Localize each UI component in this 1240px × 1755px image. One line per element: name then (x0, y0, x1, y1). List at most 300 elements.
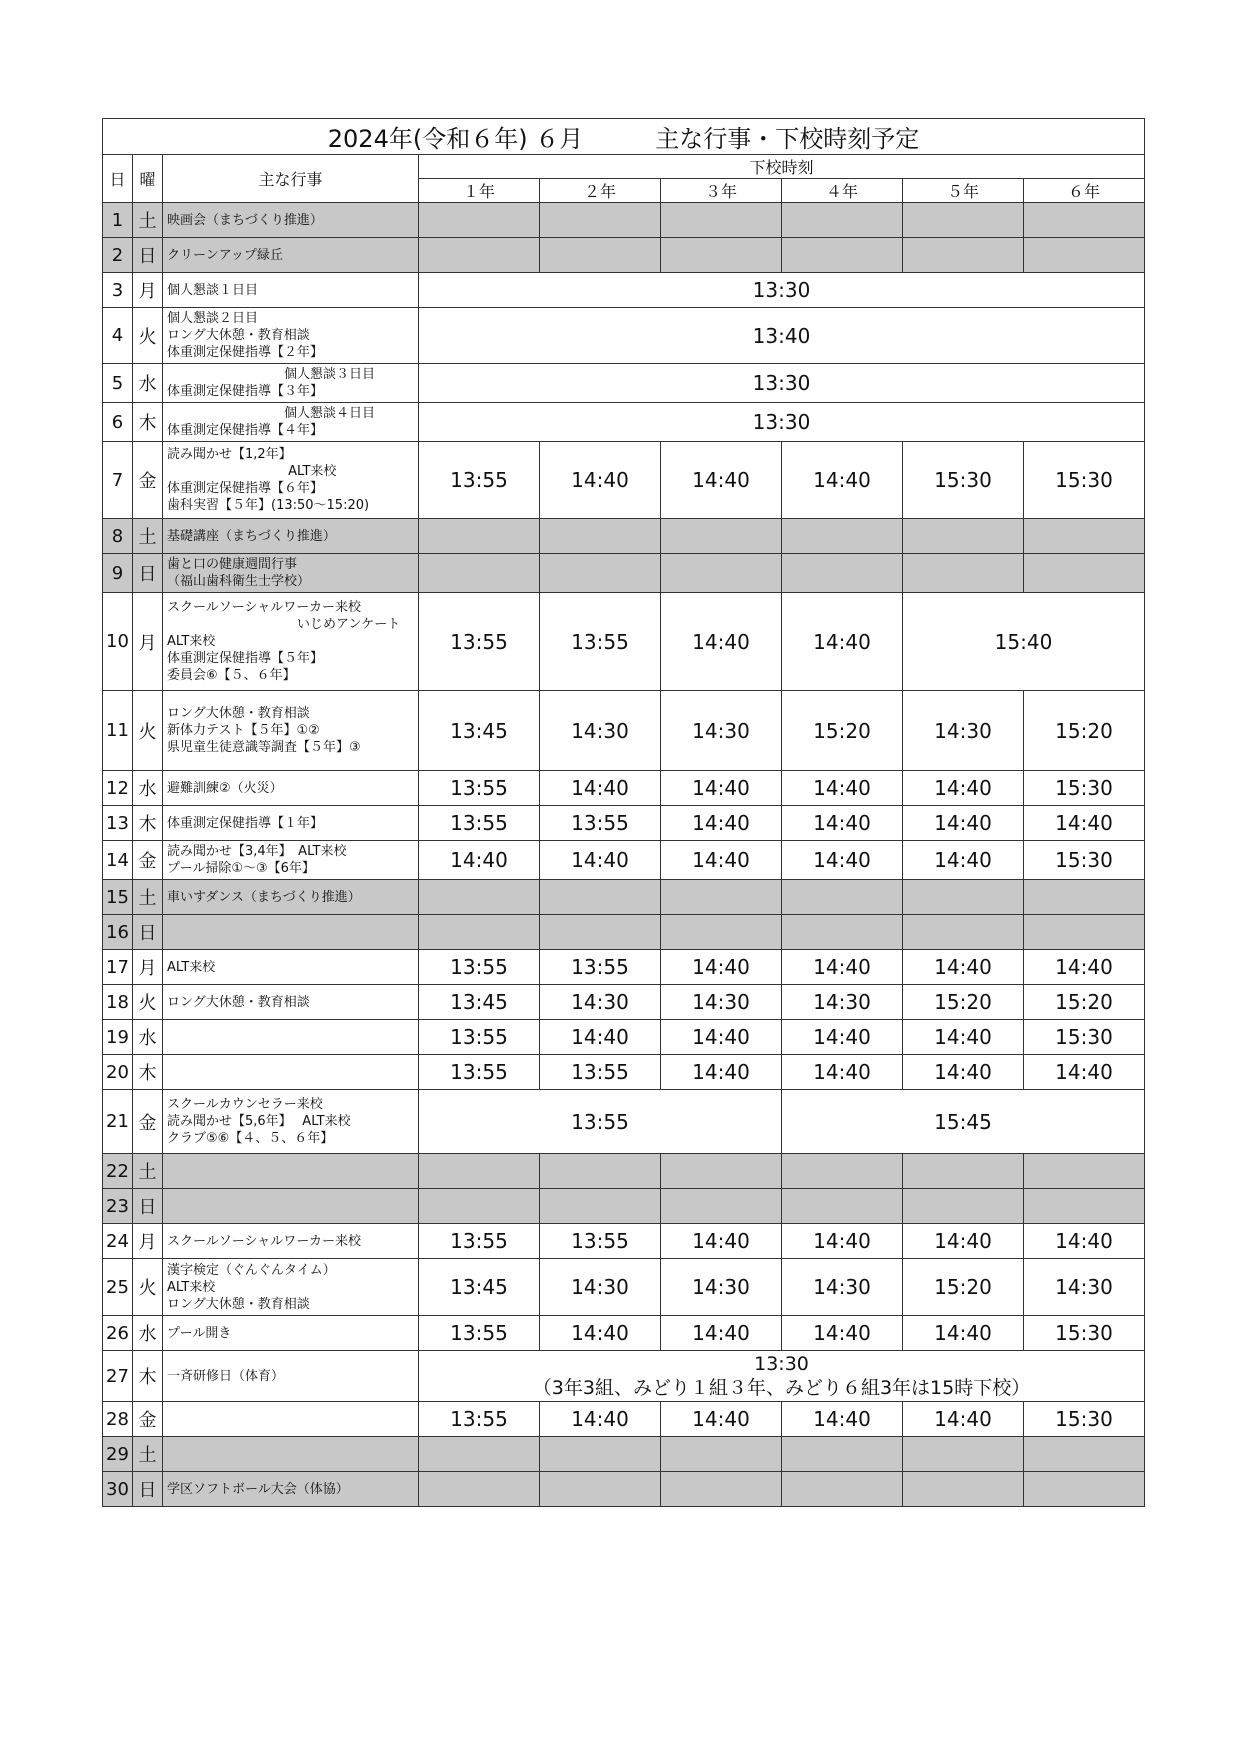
time-cell: 13:55 (419, 442, 540, 519)
schedule-table (102, 118, 1145, 1507)
events-cell (163, 308, 419, 364)
time-cell (661, 1437, 782, 1472)
time-cell: 14:40 (1024, 1224, 1145, 1259)
time-cell: 13:55 (419, 950, 540, 985)
header-grade-3: ３年 (661, 179, 782, 203)
time-cell (1024, 1472, 1145, 1507)
time-cell: 14:40 (782, 1020, 903, 1055)
day-cell: 19 (103, 1020, 133, 1055)
event-text: 歯科実習【５年】(13:50～15:20) (167, 498, 370, 513)
day-cell: 7 (103, 442, 133, 519)
time-cell: 13:45 (419, 691, 540, 771)
table-row (103, 1437, 1145, 1472)
time-cell: 14:40 (782, 950, 903, 985)
events-cell (163, 1090, 419, 1154)
event-text: ALT来校 (167, 1279, 216, 1295)
time-cell (903, 238, 1024, 273)
weekday-cell: 火 (133, 1259, 163, 1316)
header-grade-6: ６年 (1024, 179, 1145, 203)
events-cell (163, 1259, 419, 1316)
weekday-cell: 土 (133, 880, 163, 915)
day-cell: 10 (103, 593, 133, 691)
event-text: 読み聞かせ【1,2年】 (167, 447, 292, 462)
time-cell (540, 1154, 661, 1189)
time-cell: 14:30 (540, 1259, 661, 1316)
time-cell: 13:55 (419, 1055, 540, 1090)
time-cell (419, 203, 540, 238)
title-label: 主な行事・下校時刻予定 (655, 125, 920, 153)
time-cell (661, 915, 782, 950)
event-text: スクールカウンセラー来校 (167, 1097, 323, 1112)
time-cell (1024, 1437, 1145, 1472)
time-cell: 14:40 (782, 1402, 903, 1437)
time-cell (661, 519, 782, 554)
time-cell (903, 519, 1024, 554)
time-cell (540, 554, 661, 593)
events-cell (163, 1224, 419, 1259)
weekday-cell: 木 (133, 1351, 163, 1402)
time-cell (903, 1154, 1024, 1189)
time-cell: 14:40 (540, 841, 661, 880)
time-cell: 14:40 (782, 771, 903, 806)
table-row (103, 519, 1145, 554)
events-cell (163, 985, 419, 1020)
time-cell: 14:40 (782, 593, 903, 691)
event-text: ALT来校 (167, 634, 216, 649)
time-cell: 14:40 (661, 841, 782, 880)
time-cell (903, 1472, 1024, 1507)
time-cell: 15:20 (1024, 985, 1145, 1020)
time-cell: 13:55 (540, 950, 661, 985)
time-cell: 15:20 (903, 1259, 1024, 1316)
weekday-cell: 月 (133, 273, 163, 308)
day-cell: 9 (103, 554, 133, 593)
table-row (103, 442, 1145, 519)
time-cell (661, 1154, 782, 1189)
event-text: 体重測定保健指導【２年】 (167, 345, 324, 360)
table-row (103, 1259, 1145, 1316)
time-cell: 14:30 (903, 691, 1024, 771)
time-cell-merged (903, 593, 1145, 691)
weekday-cell: 水 (133, 364, 163, 403)
day-cell: 21 (103, 1090, 133, 1154)
time-cell: 14:30 (782, 985, 903, 1020)
weekday-cell: 火 (133, 308, 163, 364)
time-cell: 14:30 (540, 691, 661, 771)
header-events: 主な行事 (163, 155, 419, 203)
weekday-cell: 土 (133, 1437, 163, 1472)
event-text: いじめアンケート (167, 617, 401, 632)
weekday-cell: 日 (133, 238, 163, 273)
day-cell: 5 (103, 364, 133, 403)
time-cell: 13:55 (419, 1020, 540, 1055)
table-row (103, 880, 1145, 915)
time-cell: 14:30 (540, 985, 661, 1020)
time-cell: 14:40 (782, 1316, 903, 1351)
time-cell (903, 203, 1024, 238)
day-cell: 25 (103, 1259, 133, 1316)
weekday-cell: 月 (133, 950, 163, 985)
events-cell (163, 1316, 419, 1351)
time-cell: 14:40 (661, 1055, 782, 1090)
day-cell: 28 (103, 1402, 133, 1437)
time-cell: 14:40 (1024, 950, 1145, 985)
weekday-cell: 日 (133, 915, 163, 950)
header-grade-4: ４年 (782, 179, 903, 203)
table-row (103, 1224, 1145, 1259)
time-cell: 13:55 (419, 1224, 540, 1259)
weekday-cell: 水 (133, 1020, 163, 1055)
time-cell (1024, 1154, 1145, 1189)
time-cell: 13:55 (540, 806, 661, 841)
day-cell: 11 (103, 691, 133, 771)
time-cell-merged (419, 364, 1145, 403)
events-cell (163, 1189, 419, 1224)
events-cell (163, 806, 419, 841)
time-cell: 13:55 (419, 1316, 540, 1351)
time-cell: 14:40 (903, 841, 1024, 880)
events-cell (163, 442, 419, 519)
time-cell (782, 519, 903, 554)
event-text: 車いすダンス（まちづくり推進） (167, 889, 361, 905)
time-cell-merged (782, 1090, 1145, 1154)
time-cell: 14:40 (782, 806, 903, 841)
time-cell: 14:30 (661, 691, 782, 771)
time-cell: 14:40 (540, 1020, 661, 1055)
time-cell (540, 203, 661, 238)
day-cell: 20 (103, 1055, 133, 1090)
event-text: 個人懇談４日目 (167, 406, 376, 421)
weekday-cell: 木 (133, 1055, 163, 1090)
time-cell (540, 1472, 661, 1507)
time-cell (540, 915, 661, 950)
time-cell: 14:40 (661, 806, 782, 841)
event-text: クリーンアップ緑丘 (167, 247, 283, 263)
events-cell (163, 950, 419, 985)
event-text: プール掃除①～③【6年】 (167, 861, 315, 876)
time-cell: 13:55 (540, 593, 661, 691)
events-cell (163, 1402, 419, 1437)
time-cell: 13:45 (419, 1259, 540, 1316)
time-cell (419, 1437, 540, 1472)
time-cell: 14:40 (903, 771, 1024, 806)
event-text: 避難訓練②（火災） (167, 780, 283, 796)
time-cell: 13:55 (419, 1402, 540, 1437)
events-cell (163, 1020, 419, 1055)
events-cell (163, 691, 419, 771)
time-cell (782, 1472, 903, 1507)
time-cell: 14:40 (661, 771, 782, 806)
title-month: ６月 (535, 125, 584, 153)
event-text: 体重測定保健指導【４年】 (167, 423, 324, 438)
event-text: 委員会⑥【５、６年】 (167, 668, 296, 683)
time-cell: 14:40 (903, 806, 1024, 841)
time-cell: 14:40 (903, 1316, 1024, 1351)
page-title (103, 119, 1145, 155)
time-cell-merged (419, 1351, 1145, 1402)
table-row (103, 593, 1145, 691)
time-cell: 14:40 (1024, 806, 1145, 841)
header-day: 日 (103, 155, 133, 203)
time-cell: 15:20 (1024, 691, 1145, 771)
event-text: 体重測定保健指導【１年】 (167, 815, 324, 831)
time-cell: 14:40 (903, 1055, 1024, 1090)
time-cell: 14:40 (903, 1224, 1024, 1259)
events-cell (163, 403, 419, 442)
time-cell: 15:30 (1024, 841, 1145, 880)
events-cell (163, 880, 419, 915)
time-text: 13:55 (571, 1109, 629, 1134)
time-cell-merged (419, 1090, 782, 1154)
time-cell: 14:30 (661, 985, 782, 1020)
time-cell (782, 880, 903, 915)
time-cell (1024, 880, 1145, 915)
time-cell-merged (419, 403, 1145, 442)
weekday-cell: 土 (133, 203, 163, 238)
time-cell: 13:55 (540, 1055, 661, 1090)
time-text: 13:30 (752, 410, 811, 434)
time-text: 13:30 (752, 371, 811, 395)
events-cell (163, 554, 419, 593)
day-cell: 1 (103, 203, 133, 238)
event-text: 体重測定保健指導【６年】 (167, 481, 324, 496)
time-cell (661, 1472, 782, 1507)
table-row (103, 554, 1145, 593)
time-cell: 14:40 (540, 1402, 661, 1437)
time-cell (419, 915, 540, 950)
day-cell: 23 (103, 1189, 133, 1224)
weekday-cell: 土 (133, 1154, 163, 1189)
time-cell (540, 519, 661, 554)
time-cell: 14:30 (1024, 1259, 1145, 1316)
time-cell: 14:40 (661, 593, 782, 691)
events-cell (163, 915, 419, 950)
time-cell (903, 554, 1024, 593)
time-cell (540, 1437, 661, 1472)
event-text: （福山歯科衛生士学校） (167, 574, 311, 589)
table-row (103, 691, 1145, 771)
event-text: プール開き (167, 1325, 232, 1341)
weekday-cell: 日 (133, 1189, 163, 1224)
time-cell: 14:40 (903, 1020, 1024, 1055)
time-cell (419, 1154, 540, 1189)
weekday-cell: 土 (133, 519, 163, 554)
title-year: 2024年(令和６年) (327, 125, 528, 153)
table-row (103, 771, 1145, 806)
time-cell: 14:40 (540, 442, 661, 519)
event-text: 歯と口の健康週間行事 (167, 557, 298, 572)
time-cell: 15:30 (1024, 1020, 1145, 1055)
time-cell (782, 915, 903, 950)
time-text: 15:45 (934, 1109, 992, 1134)
time-cell: 14:40 (903, 1402, 1024, 1437)
event-text: 個人懇談１日目 (167, 282, 259, 298)
time-cell-merged (419, 273, 1145, 308)
events-cell (163, 1472, 419, 1507)
event-text: 個人懇談３日目 (167, 367, 376, 382)
day-cell: 3 (103, 273, 133, 308)
weekday-cell: 水 (133, 1316, 163, 1351)
header-grade-5: ５年 (903, 179, 1024, 203)
time-cell: 14:40 (782, 1224, 903, 1259)
event-text: 体重測定保健指導【３年】 (167, 384, 324, 399)
time-cell (782, 1154, 903, 1189)
events-cell (163, 841, 419, 880)
table-row (103, 806, 1145, 841)
day-cell: 16 (103, 915, 133, 950)
time-text: 15:40 (994, 629, 1053, 654)
time-cell: 15:20 (903, 985, 1024, 1020)
event-text: 漢字検定（ぐんぐんタイム） (167, 1262, 336, 1278)
day-cell: 30 (103, 1472, 133, 1507)
weekday-cell: 金 (133, 442, 163, 519)
events-cell (163, 771, 419, 806)
time-cell (419, 238, 540, 273)
time-text: 13:30 (754, 1353, 809, 1375)
table-row (103, 985, 1145, 1020)
events-cell (163, 203, 419, 238)
time-cell: 14:40 (661, 442, 782, 519)
time-text: 13:40 (752, 323, 811, 348)
table-row (103, 1055, 1145, 1090)
time-cell: 14:30 (661, 1259, 782, 1316)
time-cell (782, 1437, 903, 1472)
event-text: スクールソーシャルワーカー来校 (167, 600, 361, 615)
time-cell: 14:40 (1024, 1055, 1145, 1090)
time-cell (1024, 519, 1145, 554)
table-row (103, 1472, 1145, 1507)
time-cell (903, 1189, 1024, 1224)
day-cell: 13 (103, 806, 133, 841)
table-row (103, 1090, 1145, 1154)
weekday-cell: 日 (133, 1472, 163, 1507)
time-cell: 13:55 (419, 593, 540, 691)
time-cell (419, 554, 540, 593)
event-text: ALT来校 (167, 464, 337, 479)
header-dismissal: 下校時刻 (419, 155, 1145, 179)
table-row (103, 1189, 1145, 1224)
table-row (103, 915, 1145, 950)
time-cell: 14:40 (661, 1224, 782, 1259)
events-cell (163, 519, 419, 554)
table-row (103, 308, 1145, 364)
table-row (103, 273, 1145, 308)
event-text: ロング大休憩・教育相談 (167, 1296, 310, 1312)
events-cell (163, 1437, 419, 1472)
time-cell (1024, 554, 1145, 593)
day-cell: 22 (103, 1154, 133, 1189)
time-cell (1024, 203, 1145, 238)
time-cell (540, 880, 661, 915)
events-cell (163, 1351, 419, 1402)
header-grade-1: １年 (419, 179, 540, 203)
day-cell: 14 (103, 841, 133, 880)
event-text: ロング大休憩・教育相談 (167, 994, 310, 1010)
event-text: 読み聞かせ【5,6年】 ALT来校 (167, 1114, 351, 1129)
time-cell: 14:40 (782, 841, 903, 880)
table-row (103, 1351, 1145, 1402)
table-row (103, 1020, 1145, 1055)
time-cell: 14:40 (540, 1316, 661, 1351)
time-cell (903, 915, 1024, 950)
table-row (103, 1402, 1145, 1437)
weekday-cell: 火 (133, 691, 163, 771)
event-text: 読み聞かせ【3,4年】 ALT来校 (167, 844, 347, 859)
events-cell (163, 1055, 419, 1090)
time-cell: 14:40 (661, 1316, 782, 1351)
time-cell (661, 554, 782, 593)
weekday-cell: 木 (133, 403, 163, 442)
time-cell (419, 880, 540, 915)
time-cell (903, 880, 1024, 915)
time-cell (540, 1189, 661, 1224)
time-cell: 15:20 (782, 691, 903, 771)
time-cell: 15:30 (903, 442, 1024, 519)
weekday-cell: 日 (133, 554, 163, 593)
time-cell (782, 1189, 903, 1224)
table-row (103, 203, 1145, 238)
events-cell (163, 593, 419, 691)
events-cell (163, 364, 419, 403)
event-text: スクールソーシャルワーカー来校 (167, 1233, 361, 1249)
header-grade-2: ２年 (540, 179, 661, 203)
table-row (103, 950, 1145, 985)
time-cell (661, 880, 782, 915)
event-text: ロング大休憩・教育相談 (167, 706, 310, 721)
time-cell (782, 554, 903, 593)
time-cell (540, 238, 661, 273)
time-cell: 13:45 (419, 985, 540, 1020)
time-cell: 14:40 (661, 950, 782, 985)
time-cell: 14:30 (782, 1259, 903, 1316)
day-cell: 8 (103, 519, 133, 554)
time-cell (419, 1472, 540, 1507)
time-cell: 15:30 (1024, 771, 1145, 806)
event-text: ロング大休憩・教育相談 (167, 328, 310, 343)
time-cell (782, 238, 903, 273)
event-text: 新体力テスト【５年】①② (167, 723, 320, 738)
time-cell: 14:40 (661, 1020, 782, 1055)
event-text: 映画会（まちづくり推進） (167, 212, 323, 228)
time-cell: 13:55 (540, 1224, 661, 1259)
time-cell: 15:30 (1024, 1402, 1145, 1437)
event-text: 県児童生徒意識等調査【５年】③ (167, 740, 361, 755)
time-cell: 14:40 (903, 950, 1024, 985)
events-cell (163, 1154, 419, 1189)
time-cell (1024, 1189, 1145, 1224)
table-row (103, 403, 1145, 442)
time-cell (661, 238, 782, 273)
time-cell (661, 1189, 782, 1224)
day-cell: 15 (103, 880, 133, 915)
event-text: 個人懇談２日目 (167, 311, 259, 326)
table-row (103, 364, 1145, 403)
time-cell (661, 203, 782, 238)
weekday-cell: 月 (133, 593, 163, 691)
events-cell (163, 273, 419, 308)
day-cell: 24 (103, 1224, 133, 1259)
day-cell: 12 (103, 771, 133, 806)
table-row (103, 1316, 1145, 1351)
time-cell: 14:40 (661, 1402, 782, 1437)
event-text: 基礎講座（まちづくり推進） (167, 528, 336, 544)
events-cell (163, 238, 419, 273)
time-cell (903, 1437, 1024, 1472)
table-row (103, 1154, 1145, 1189)
time-cell (419, 1189, 540, 1224)
time-cell: 15:30 (1024, 442, 1145, 519)
event-text: クラブ⑤⑥【４、５、６年】 (167, 1131, 334, 1146)
